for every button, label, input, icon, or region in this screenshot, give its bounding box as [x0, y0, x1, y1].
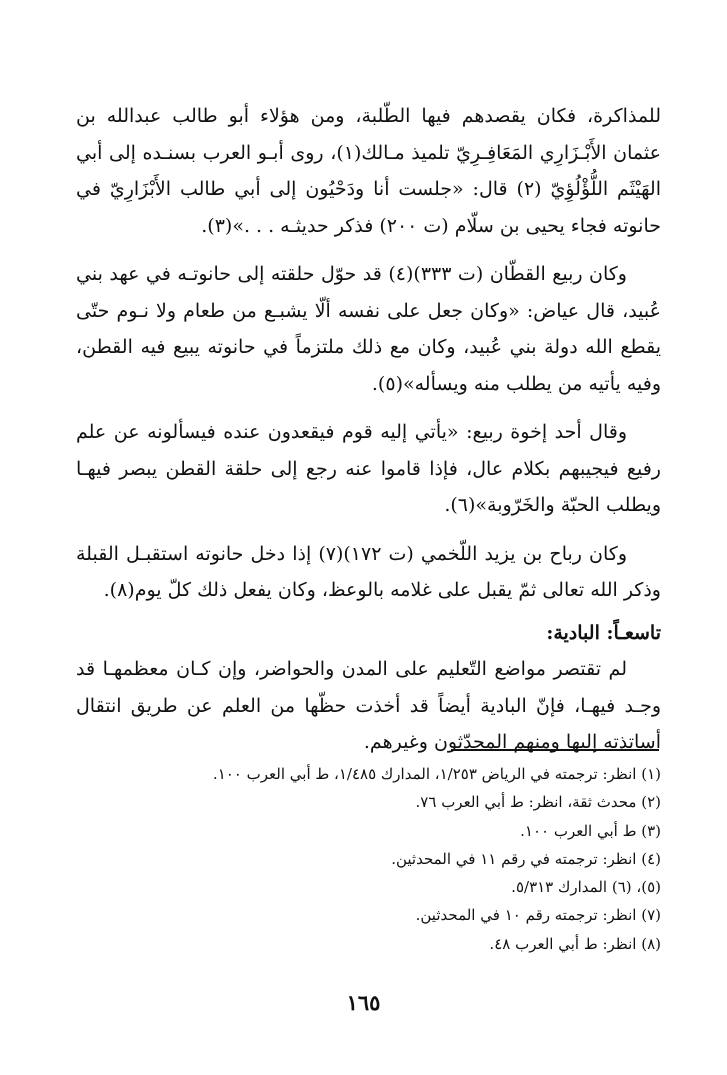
footnote: (٥)، (٦) المدارك ٥/٣١٣.: [511, 878, 661, 897]
footnote-divider: [451, 749, 659, 751]
paragraph: وكان ربيع القطّان (ت ٣٣٣)(٤) قد حوّل حلقته إلى حانوتـه في عهد بني عُبيد، قال عياض: «وكان جعل على نفسه ألّا يشبـع من طعام ولا نـوم حتّى يقطع الله دولة بني عُبيد، وكان مع ذلك ملتزماً في حانوته يبيع فيه القطن، وفيه يأتيه من يطلب منه ويسأله»(٥).: [76, 263, 661, 395]
footnote: (٣) ط أبي العرب ١٠٠.: [520, 821, 661, 840]
footnote: (١) انظر: ترجمته في الرياض ١/٢٥٣، المدارك ١/٤٨٥، ط أبي العرب ١٠٠.: [212, 765, 661, 783]
footnotes: [120, 760, 661, 958]
footnote: (٤) انظر: ترجمته في رقم ١١ في المحدثين.: [391, 849, 661, 868]
footnote: (٧) انظر: ترجمته رقم ١٠ في المحدثين.: [415, 906, 661, 925]
page-number: ١٦٥: [346, 990, 381, 1015]
main-text: [76, 98, 661, 761]
paragraph: وكان رباح بن يزيد اللّخمي (ت ١٧٢)(٧) إذا دخل حانوته استقبـل القبلة وذكر الله تعالى ثمّ يقبل على غلامه بالوعظ، وكان يفعل ذلك كلّ يوم(٨).: [76, 542, 661, 601]
paragraph: وقال أحد إخوة ربيع: «يأتي إليه قوم فيقعدون عنده فيسألونه عن علم رفيع فيجيبهم بكلام عال، فإذا قاموا عنه رجع إلى حلقة القطن يبصر فيهـا ويطلب الحبّة والخَرّوبة»(٦).: [76, 421, 661, 516]
footnote: (٢) محدث ثقة، انظر: ط أبي العرب ٧٦.: [415, 793, 661, 812]
footnote: (٨) انظر: ط أبي العرب ٤٨.: [489, 934, 661, 953]
paragraph: للمذاكرة، فكان يقصدهم فيها الطّلبة، ومن هؤلاء أبو طالب عبدالله بن عثمان الأَبْـزَارِي المَعَافِـرِيّ تلميذ مـالك(١)، روى أبـو العرب بسنـده إلى أبي الهَيْثَم اللُّؤْلُؤِيّ (٢) قال: «جلست أنا ودَحْيُون إلى أبي طالب الأَبْزَارِيّ في حانوته فجاء يحيى بن سلّام (ت ٢٠٠) فذكر حديثـه . . .»(٣).: [76, 105, 661, 237]
section-heading: تاسعـاً: البادية:: [546, 621, 661, 644]
paragraph: لم تقتصر مواضع التّعليم على المدن والحواضر، وإن كـان معظمهـا قد وجـد فيهـا، فإنّ البادية أيضاً قد أخذت حظّها من العلم عن طريق انتقال أساتذته إليها ومنهم المحدّثون وغيرهم.: [76, 658, 661, 753]
